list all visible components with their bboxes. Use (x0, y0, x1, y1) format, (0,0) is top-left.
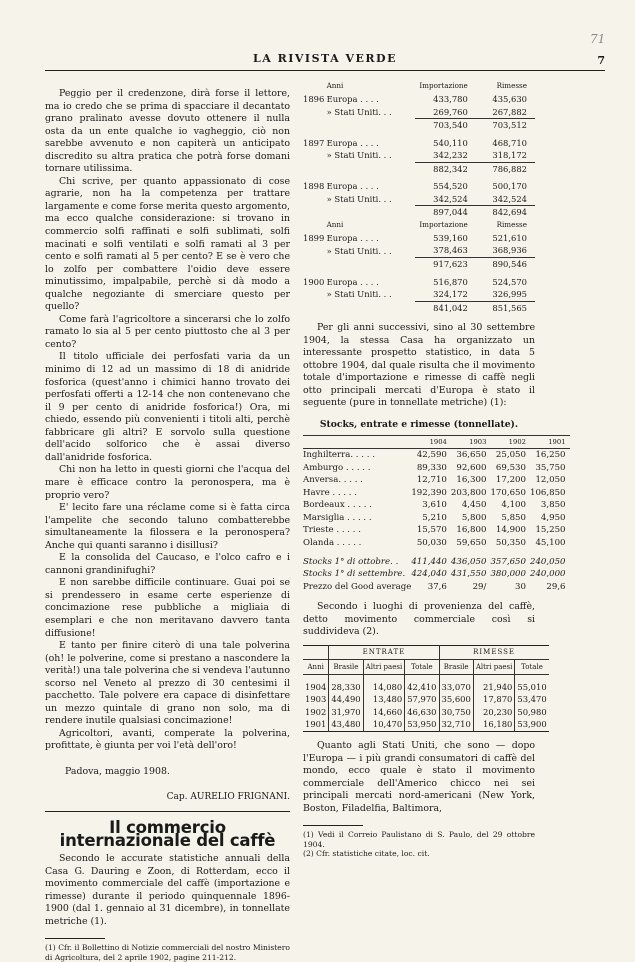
author-signature: Cap. AURELIO FRIGNANI. (166, 791, 290, 802)
paragraph: E non sarebbe difficile continuare. Guai poi se si prendessero in esame certe esperienze di concimazione rese pubbliche a migliaia di esemplari e che non meritavano davvero tanta diffusione! (45, 577, 290, 639)
paragraph: Agricoltori, avanti, comperate la polverina, profittate, è giunta per voi l'età dell'oro! (45, 727, 290, 752)
paragraph: Quanto agli Stati Uniti, che sono — dopo l'Europa — i più grandi consumatori di caffè del mondo, ecco quale è stato il movimento commerciale dell'Americo chicco nei sei principali mercati nord-americani (New York, Boston, Filadelfia, Baltimora, (303, 739, 535, 814)
table-row: Bordeaux . . . . . 3,610 4,450 4,100 3,850 (303, 500, 566, 511)
column-header: Altri paesi (363, 659, 405, 674)
column-header: Totale (515, 659, 549, 674)
right-column (303, 80, 566, 859)
table-row: Trieste . . . . . 15,570 16,800 14,900 15,250 (303, 525, 566, 536)
table-row: Olanda . . . . . 50,030 59,650 50,350 45,100 (303, 537, 566, 548)
table-row: Stocks 1° di settembre. 424,040 431,550 380,000 240,000 (303, 569, 566, 580)
left-column (45, 88, 290, 962)
column-header: Anni (303, 659, 329, 674)
total-row: 897,044 842,694 (303, 206, 535, 219)
table-row: 1899 Europa . . . . 539,160 521,610 (303, 232, 527, 243)
paragraph: E la consolida del Caucaso, e l'olco cafro e i cannoni grandinifughi? (45, 552, 290, 576)
table-row: 1896 Europa . . . . 433,780 435,630 (303, 94, 527, 104)
paragraph: Peggio per il credenzone, dirà forse il lettore, ma io credo che se prima di spacciare il decantato grano pralinato avesse dovuto ottenere il nulla osta da un ente qualche io vagheggio, ciò non sarebbe avvenuto e non capiterà un anticipato discredito su altra pratica che potrà forse domani tornare utilissima. (45, 88, 290, 175)
paragraph: Chi non ha letto in questi giorni che l'acqua del mare è efficace contro la peronospera, ma è proprio vero? (45, 464, 290, 501)
table-row: » Stati Uniti. . . 378,463 368,936 (326, 245, 527, 256)
column-header: Rimesse (496, 81, 527, 91)
table-row: 1904 28,330 14,080 42,410 33,070 21,940 55,010 (305, 681, 547, 692)
total-row: 882,342 786,882 (303, 162, 535, 175)
article-intro: Secondo le accurate statistiche annuali della Casa G. Dauring e Zoon, di Rotterdam, ecco il movimento commerciale del caffè (importazione e rimesse) durante il periodo quinquennale 1896-1900 (dal 1. gennaio al 31 dicembre), in tonnellate metriche (1). (45, 853, 290, 927)
table-row: 1898 Europa . . . . 554,520 500,170 (303, 181, 527, 192)
table-row: Anversa. . . . . 12,710 16,300 17,200 12,050 (303, 475, 566, 486)
column-header: Anni (326, 220, 344, 230)
import-table (303, 80, 535, 314)
section-divider (45, 811, 290, 812)
total-row: 917,623 890,546 (303, 258, 535, 271)
stocks-title: Stocks, entrate e rimesse (tonnellate). (319, 419, 519, 431)
footnote: (1) Vedi il Correio Paulistano di S. Paulo, del 29 ottobre 1904. (303, 830, 535, 849)
table-row: 1900 Europa . . . . 516,870 524,570 (303, 276, 527, 287)
group-header: RIMESSE (439, 645, 549, 659)
total-row: 703,540 703,512 (303, 119, 535, 132)
table-row: Marsiglia . . . . . 5,210 5,800 5,850 4,950 (303, 512, 566, 523)
column-header: Totale (405, 659, 439, 674)
table-row: Stocks 1° di ottobre. . 411,440 436,050 357,650 240,050 (303, 556, 566, 567)
paragraph: E' lecito fare una réclame come si è fatta circa l'ampelite che secondo taluno combatterebbe simultaneamente la filossera e la peronospera? Anche qui quanti saranno i disillusi? (45, 502, 290, 551)
column-header: 1902 (490, 435, 530, 449)
table-row: 1897 Europa . . . . 540,110 468,710 (303, 137, 527, 148)
article-title: Il commercio internazionale del caffè (59, 818, 276, 850)
column-header: 1901 (530, 435, 570, 449)
table-row: 1903 44,490 13,480 57,970 35,600 17,870 53,470 (305, 694, 547, 705)
table-row: Inghilterra. . . . . 42,590 36,650 25,050 16,250 (303, 450, 566, 461)
page-header (45, 52, 605, 71)
page-number: 7 (597, 54, 605, 67)
total-row: 841,042 851,565 (303, 301, 535, 314)
margin-handwritten-mark: 71 (590, 32, 606, 46)
column-header: Brasile (329, 659, 363, 674)
column-header: Brasile (439, 659, 473, 674)
paragraph: Come farà l'agricoltore a sincerarsi che lo zolfo ramato lo sia al 5 per cento piuttosto che al 3 per cento? (45, 313, 290, 350)
paragraph: Il titolo ufficiale dei perfosfati varia da un minimo di 12 ad un massimo di 18 di anidride fosforica (quest'anno i chimici hanno trovato dei perfosfati offerti a 12-14 che non contenevano che il 9 per cento di anidride fosforica!) Ora, mi chiedo, essendo più convenienti i titoli alti, perchè fabbricare gli altri? E sorvolo sulla questione dell'acido solforico che è assai diverso dall'anidride fosforica. (45, 351, 290, 463)
footnote-rule (303, 825, 363, 826)
column-header: 1904 (411, 435, 451, 449)
table-row: 1901 43,480 10,470 53,950 32,710 16,180 53,900 (303, 718, 549, 731)
column-header: Altri paesi (473, 659, 515, 674)
table-row: Amburgo . . . . . 89,330 92,600 69,530 35,750 (303, 462, 566, 473)
stocks-table (303, 435, 570, 594)
running-head: LA RIVISTA VERDE (253, 52, 397, 65)
paragraph: Chi scrive, per quanto appassionato di cose agrarie, non ha la competenza per trattare largamente e come forse merita questo argomento, ma ecco qualche considerazione: si trovano in commercio solfi raffinati e solfi sublimati, solfi macinati e solfi ventilati e solfi ramati al 3 per cento e solfi ramati al 5 per cento? E se è vero che lo zolfo per combattere l'oidio deve essere minutissimo, impalpabile, perchè si dà modo a qualche negoziante di smerciare questo per quello? (45, 175, 290, 313)
group-header: ENTRATE (329, 645, 439, 659)
table-row: Havre . . . . . 192,390 203,800 170,650 106,850 (303, 487, 566, 498)
table-row: » Stati Uniti. . . 342,232 318,172 (326, 150, 527, 161)
paragraph: E tanto per finire citerò di una tale polverina (oh! le polverine, come si prestano a nascondere la verità!) una tale polverina che si vendeva l'autunno scorso nel Veneto al prezzo di 30 centesimi il pacchetto. Tale polvere era capace di disinfettare un mezzo quintale di grano non solo, ma di rendere inutile qualsiasi concimazione! (45, 640, 290, 727)
place-date: Padova, maggio 1908. (65, 765, 170, 777)
footnote: (1) Cfr. il Bollettino di Notizie commerciali del nostro Ministero di Agricoltura, del 2 aprile 1902, pagine 211-212. (45, 943, 290, 962)
paragraph: Per gli anni successivi, sino al 30 settembre 1904, la stessa Casa ha organizzato un interessante prospetto statistico, in data 5 ottobre 1904, dal quale risulta che il movimento totale d'importazione e rimesse di caffè negli otto principali mercati d'Europa è stato il seguente (pure in tonnellate metriche) (1): (303, 322, 535, 409)
table-row: » Stati Uniti. . . 342,524 342,524 (326, 193, 527, 205)
table-row: Prezzo del Good average 37,6 29/ 30 29,6 (303, 581, 566, 592)
footnote: (2) Cfr. statistiche citate, loc. cit. (303, 849, 430, 859)
column-header: Importazione (419, 81, 468, 91)
paragraph: Secondo i luoghi di provenienza del caffè, detto movimento commerciale così si suddivideva (2). (303, 601, 535, 638)
origin-table (303, 645, 549, 732)
column-header: Importazione (419, 220, 468, 230)
table-row: » Stati Uniti. . . 324,172 326,995 (326, 289, 527, 300)
footnote-rule (45, 938, 105, 939)
column-header: Rimesse (496, 220, 527, 230)
table-row: » Stati Uniti. . . 269,760 267,882 (326, 106, 527, 117)
column-header: 1903 (451, 435, 491, 449)
column-header: Anni (326, 81, 344, 91)
table-row: 1902 31,970 14,660 46,630 30,750 20,230 50,980 (305, 706, 547, 717)
